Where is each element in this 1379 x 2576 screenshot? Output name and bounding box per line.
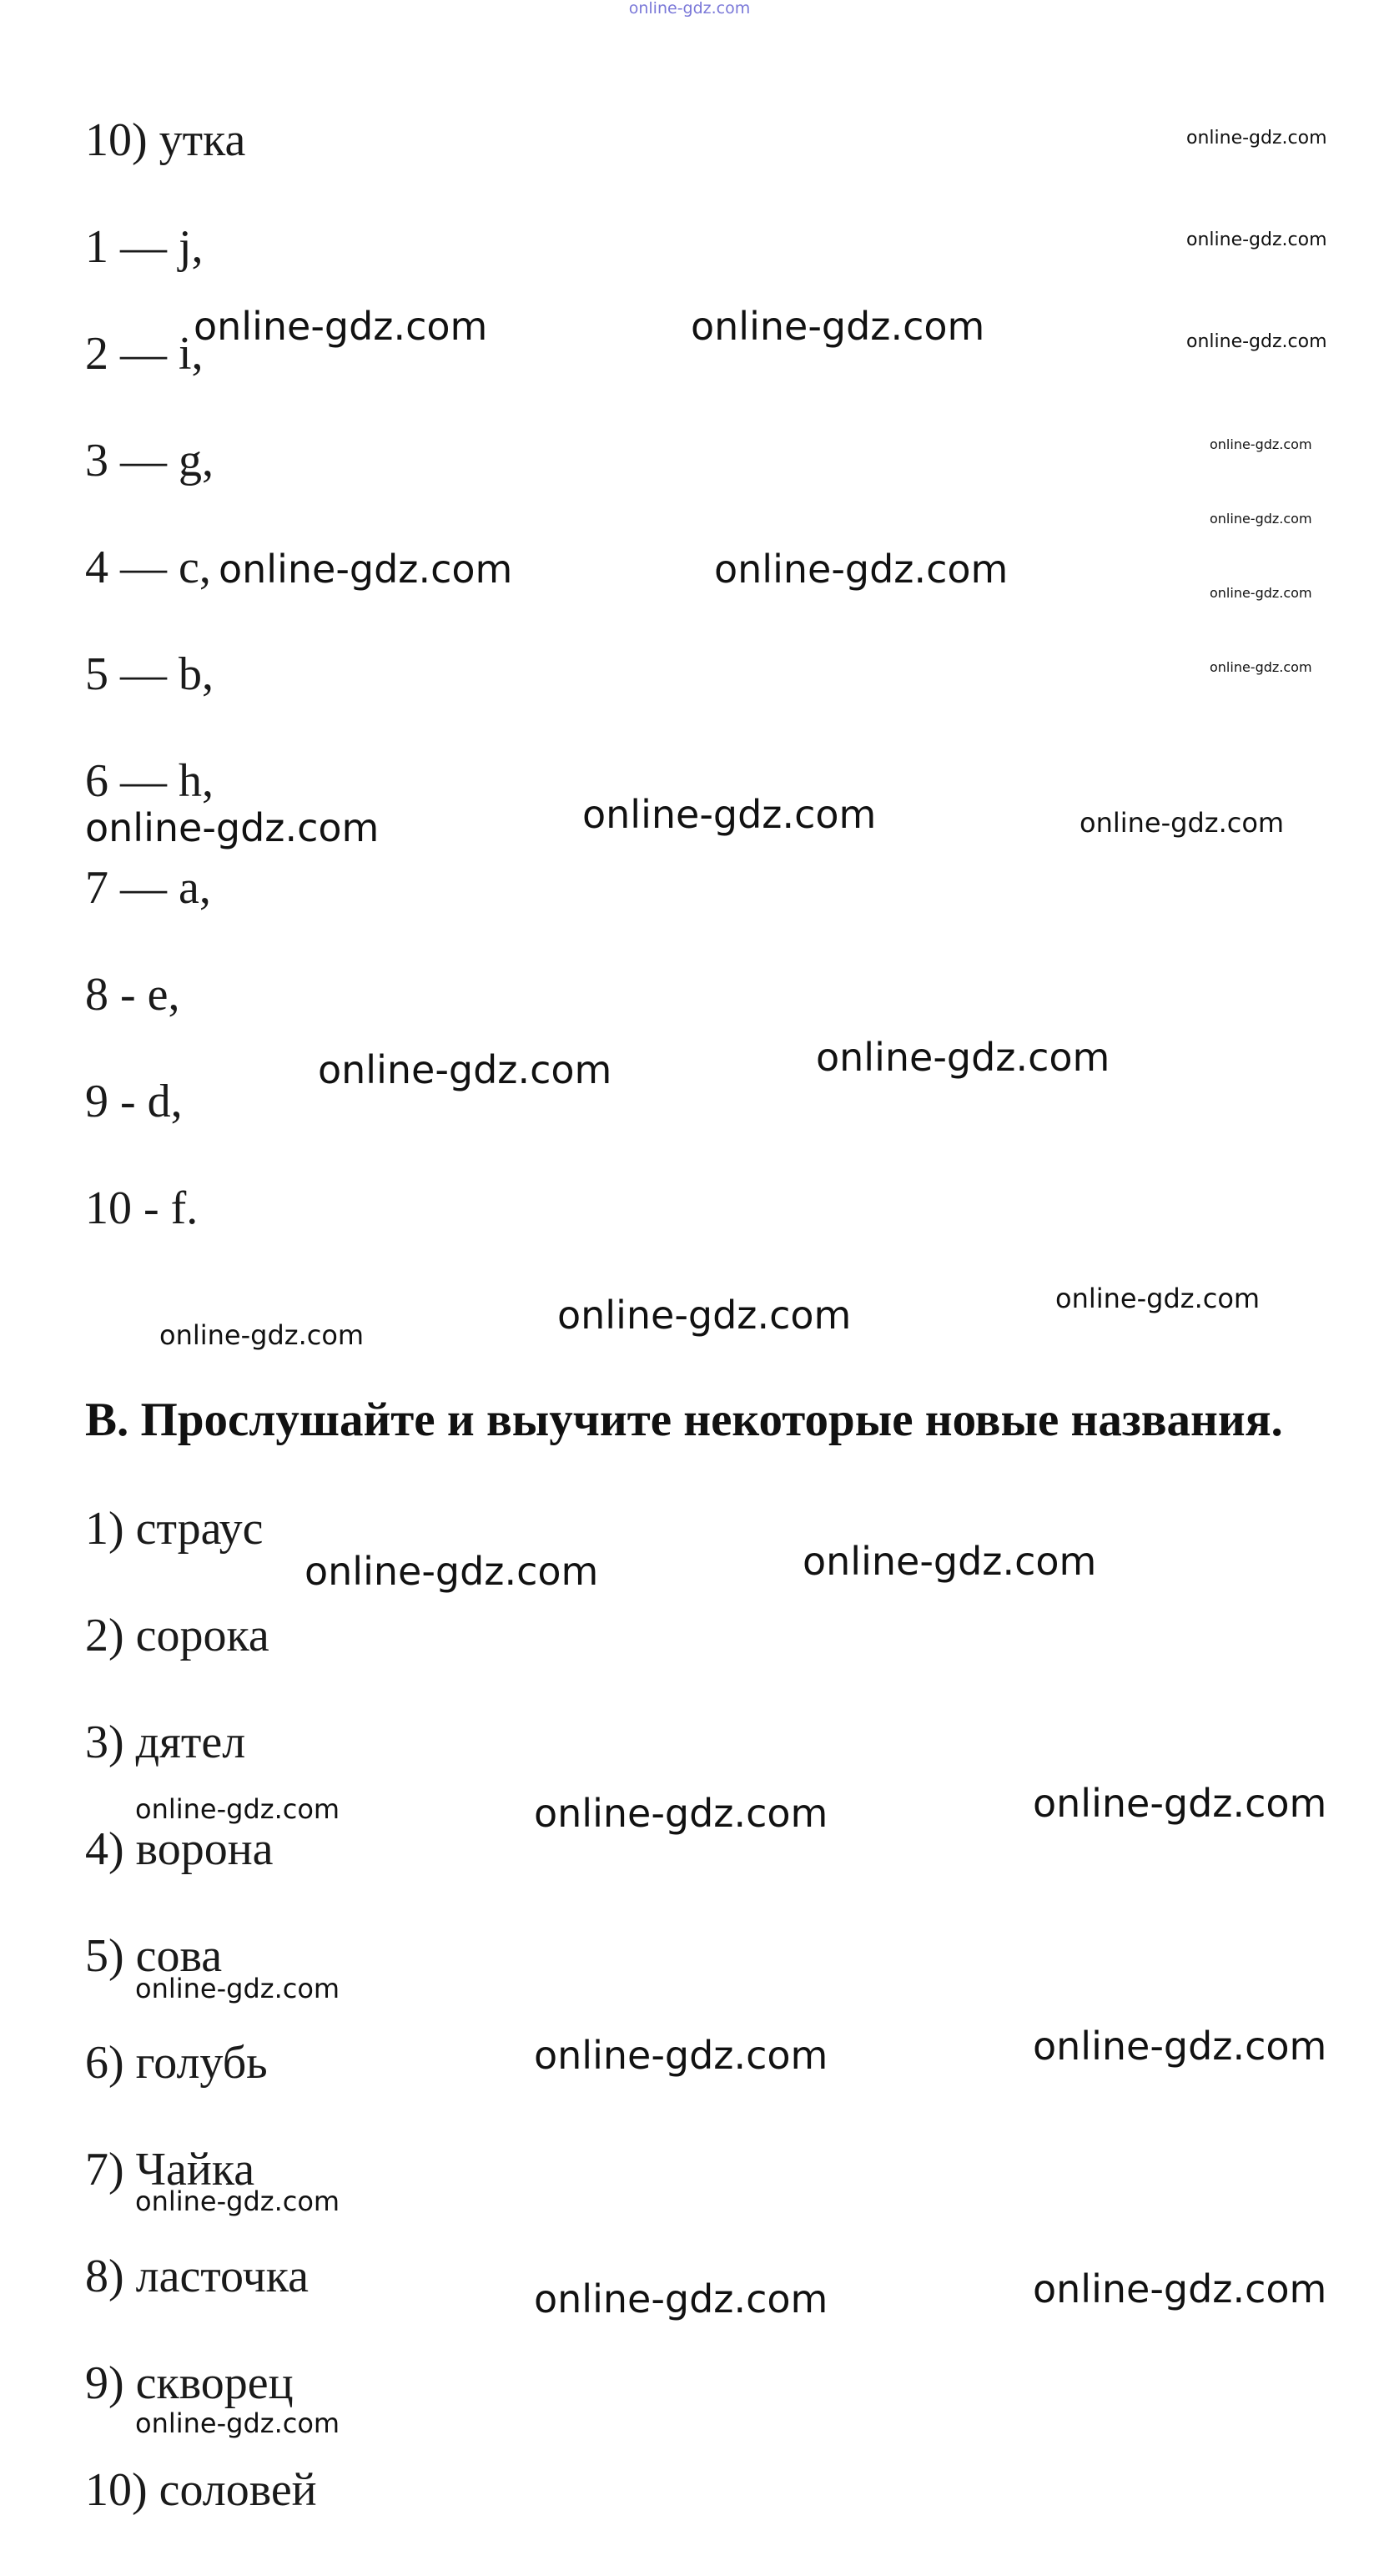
watermark: online-gdz.com: [318, 1047, 612, 1092]
watermark: online-gdz.com: [1080, 807, 1285, 839]
top-watermark: online-gdz.com: [628, 0, 751, 18]
bird-item-6: 6) голубь: [85, 2037, 268, 2089]
bird-item-2: 2) сорока: [85, 1610, 269, 1661]
watermark: online-gdz.com: [1033, 1781, 1327, 1826]
matching-line-9: 8 - e,: [85, 969, 180, 1021]
watermark: online-gdz.com: [1186, 229, 1327, 250]
watermark: online-gdz.com: [1033, 2024, 1327, 2069]
bird-item-8: 8) ласточка: [85, 2251, 309, 2302]
watermark: online-gdz.com: [691, 304, 985, 349]
watermark: online-gdz.com: [1210, 659, 1312, 675]
matching-line-1: 10) утка: [85, 114, 246, 166]
matching-line-4: 3 — g,: [85, 435, 214, 486]
matching-line-3: 2 — i,: [85, 328, 204, 380]
bird-item-4: 4) ворона: [85, 1823, 274, 1875]
watermark: online-gdz.com: [1210, 585, 1312, 601]
watermark: online-gdz.com: [1033, 2266, 1327, 2311]
watermark: online-gdz.com: [582, 792, 877, 837]
matching-line-10: 9 - d,: [85, 1076, 183, 1127]
watermark: online-gdz.com: [85, 805, 380, 850]
watermark: online-gdz.com: [135, 1793, 340, 1825]
bird-item-7: 7) Чайка: [85, 2144, 255, 2195]
watermark: online-gdz.com: [304, 1549, 599, 1594]
watermark: online-gdz.com: [135, 1973, 340, 2004]
watermark: online-gdz.com: [1186, 331, 1327, 352]
matching-line-7: 6 — h,: [85, 755, 214, 807]
watermark: online-gdz.com: [534, 1791, 828, 1836]
watermark: online-gdz.com: [534, 2033, 828, 2078]
bird-item-1: 1) страус: [85, 1503, 264, 1555]
watermark: online-gdz.com: [714, 547, 1009, 592]
watermark: online-gdz.com: [219, 547, 513, 592]
watermark: online-gdz.com: [194, 304, 488, 349]
watermark: online-gdz.com: [159, 1319, 365, 1351]
matching-line-11: 10 - f.: [85, 1182, 199, 1234]
watermark: online-gdz.com: [557, 1293, 852, 1338]
matching-line-8: 7 — a,: [85, 862, 211, 914]
watermark: online-gdz.com: [803, 1539, 1097, 1584]
matching-line-2: 1 — j,: [85, 221, 204, 273]
watermark: online-gdz.com: [534, 2276, 828, 2321]
bird-item-5: 5) сова: [85, 1930, 223, 1982]
section-b-heading: B. Прослушайте и выучите некоторые новые названия.: [85, 1394, 1283, 1446]
watermark: online-gdz.com: [1055, 1283, 1261, 1314]
bird-item-10: 10) соловей: [85, 2464, 317, 2516]
watermark: online-gdz.com: [816, 1035, 1110, 1080]
matching-line-5: 4 — c,: [85, 542, 211, 593]
watermark: online-gdz.com: [1186, 128, 1327, 149]
matching-line-6: 5 — b,: [85, 648, 214, 700]
watermark: online-gdz.com: [1210, 511, 1312, 527]
bird-item-3: 3) дятел: [85, 1716, 246, 1768]
watermark: online-gdz.com: [1210, 436, 1312, 452]
bird-item-9: 9) скворец: [85, 2357, 294, 2409]
watermark: online-gdz.com: [135, 2407, 340, 2439]
watermark: online-gdz.com: [135, 2185, 340, 2217]
